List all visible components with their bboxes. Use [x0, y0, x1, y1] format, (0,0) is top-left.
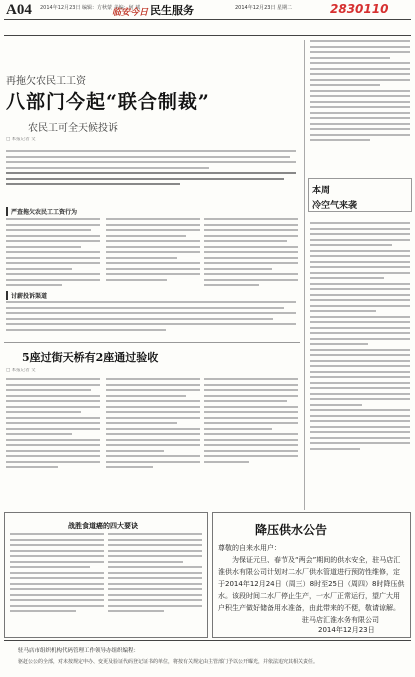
footer-line-1: 驻马店市组织机构代码管理工作领导办组织编程：: [18, 648, 140, 654]
footer-line-2: 驱赶公公的全部，对未按规定申办、变更及验证代码登记证书的单位，将按有关规定由主管部门予以公开曝光，并依法追究其相关责任。: [18, 659, 319, 665]
notice-date: 2014年12月23日: [318, 626, 375, 634]
article-divider: [4, 342, 300, 343]
sidebar-top-text: [310, 40, 410, 168]
notice-salutation: 尊敬的自来水用户：: [218, 544, 281, 552]
notice-signature: 驻马店汇淮水务有限公司: [302, 616, 379, 624]
main-byline: □ 本报记者 文: [6, 137, 36, 142]
column-divider: [304, 40, 305, 510]
text-column-3: [204, 218, 298, 290]
brand-number: 2830110: [330, 2, 389, 16]
paper-name: 临安今日: [112, 8, 149, 18]
health-ad-title: 战胜食道癌的四大要诀: [68, 522, 138, 530]
page-editor-line: 2014年12月23日 编辑：方秋蒙 美编：何 斌: [40, 5, 141, 11]
text-column-1: [6, 218, 100, 290]
article-kicker: 再拖欠农民工工资: [6, 76, 86, 87]
footer-rule: [4, 640, 411, 641]
masthead: [0, 0, 415, 34]
health-ad-column-2: [108, 533, 202, 616]
second-column-3: [204, 378, 298, 466]
second-byline: □ 本报记者 文: [6, 368, 36, 373]
second-headline: 5座过街天桥有2座通过验收: [22, 351, 159, 364]
header-rule-bottom: [4, 35, 411, 36]
page-number: A04: [6, 2, 32, 18]
health-ad-column-1: [10, 533, 104, 616]
notice-title: 降压供水公告: [255, 523, 328, 537]
date-line: 2014年12月23日 星期二: [235, 5, 293, 11]
notice-body: 为保证元旦、春节及“两会”期间的供水安全，驻马店汇淮供水有限公司计划对二水厂供水管道进行预防性维修，定于2014年12月24日（周三）8时至25日（周四）8时降压供水。该段时间二水厂停止生产，一水厂正常运行，望广大用户积生产做好储备用水准备，由此带来的不便，敬请谅解。: [218, 556, 405, 612]
second-column-2: [106, 378, 200, 472]
text-column-2: [106, 218, 200, 284]
main-subhead: 农民工可全天候投诉: [28, 123, 118, 134]
lead-paragraph: [6, 150, 296, 189]
weather-title-line1: 本周: [312, 186, 331, 196]
header-rule: [4, 19, 411, 20]
section-heading-1: 严查拖欠农民工工资行为: [6, 207, 77, 216]
weather-title-line2: 冷空气来袭: [312, 201, 358, 211]
text-block-complaints: [6, 301, 296, 334]
section-title: 民生服务: [150, 4, 194, 17]
section-heading-2: 讨薪投诉渠道: [6, 291, 47, 300]
weather-article-text: [310, 222, 410, 453]
main-headline: 八部门今起“联合制裁”: [6, 91, 210, 113]
second-column-1: [6, 378, 100, 472]
